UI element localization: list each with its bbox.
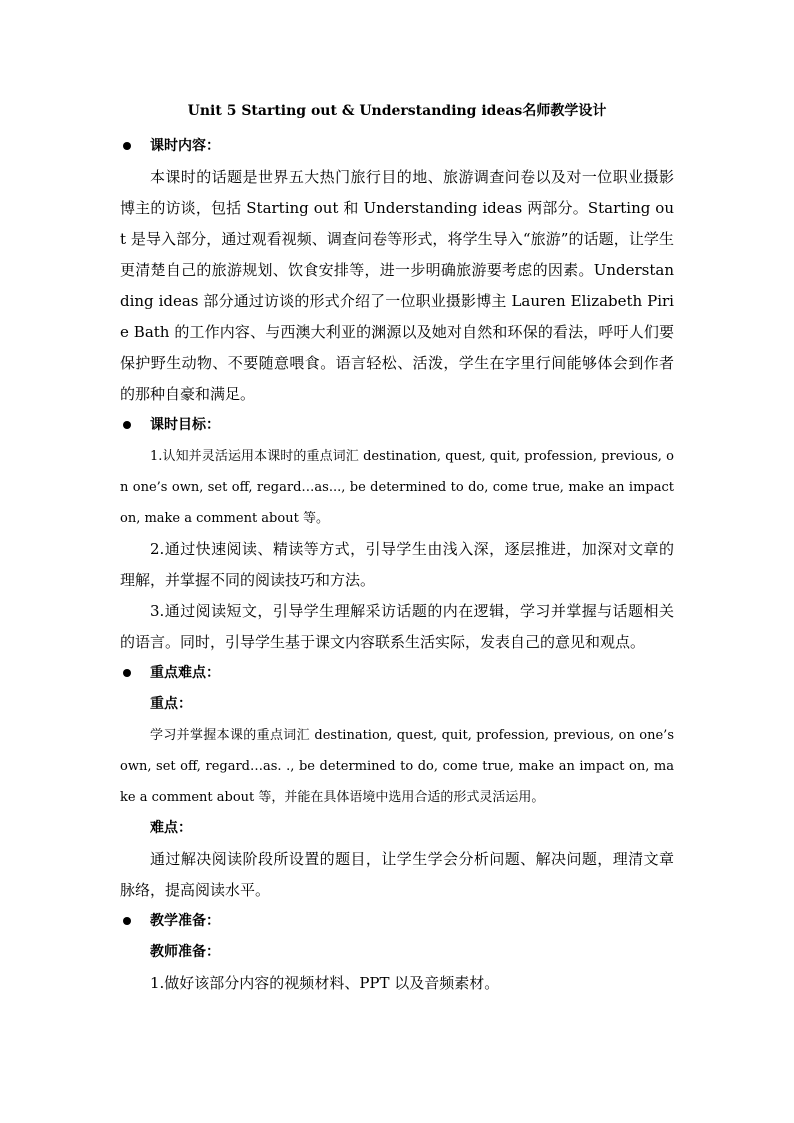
key-points-label: 重点： [150, 696, 192, 712]
section-lesson-content [120, 131, 674, 162]
goal-item-3: 3.通过阅读短文，引导学生理解采访话题的内在逻辑，学习并掌握与话题相关的语言。同时，引导学生基于课文内容联系生活实际，发表自己的意见和观点。 [120, 602, 674, 651]
lesson-content-paragraph: 本课时的话题是世界五大热门旅行目的地、旅游调查问卷以及对一位职业摄影博主的访谈，包括 Starting out 和 Understanding ideas 两部分。Starting out 是导入部分，通过观看视频、调查问卷等形式，将学生导入“旅游”的话题，让学生更清楚自己的旅游规划、饮食安排等，进一步明确旅游要考虑的因素。Understanding ideas 部分通过访谈的形式介绍了一位职业摄影博主 Lauren Elizabeth Pirie Bath 的工作内容、与西澳大利亚的渊源以及她对自然和环保的看法，呼吁人们要保护野生动物、不要随意喂食。语言轻松、活泼，学生在字里行间能够体会到作者的那种自豪和满足。 [120, 168, 674, 403]
goal-item-2: 2.通过快速阅读、精读等方式，引导学生由浅入深，逐层推进，加深对文章的理解，并掌握不同的阅读技巧和方法。 [120, 540, 674, 589]
teacher-prep-label: 教师准备： [150, 944, 220, 960]
difficult-points-text: 通过解决阅读阶段所设置的题目，让学生学会分析问题、解决问题，理清文章脉络，提高阅读水平。 [120, 850, 674, 899]
goal-item-1: 1.认知并灵活运用本课时的重点词汇 destination, quest, quit, profession, previous, on one’s own, set off, regard…as..., be determined to do, come true, make an impact on, make a comment about 等。 [120, 449, 674, 526]
section-heading: 课时目标： [150, 417, 220, 433]
bullet-icon [123, 669, 131, 677]
page-title: Unit 5 Starting out & Understanding ideas名师教学设计 [187, 103, 607, 119]
difficult-points-label: 难点： [150, 820, 192, 836]
section-lesson-goals [120, 410, 674, 441]
section-heading: 教学准备： [150, 913, 220, 929]
section-heading: 重点难点： [150, 665, 220, 681]
bullet-icon [123, 421, 131, 429]
bullet-icon [123, 142, 131, 150]
section-teaching-prep [120, 906, 674, 937]
teacher-prep-item-1: 1.做好该部分内容的视频材料、PPT 以及音频素材。 [150, 974, 500, 992]
document-body [120, 131, 674, 999]
key-points-text: 学习并掌握本课的重点词汇 destination, quest, quit, profession, previous, on one’s own, set off, regard…as. ., be determined to do, come true, make an impact on, make a comment about 等，并能在具体语境中选用合适的形式灵活运用。 [120, 728, 674, 805]
section-heading: 课时内容： [150, 138, 220, 154]
section-key-difficult [120, 658, 674, 689]
bullet-icon [123, 917, 131, 925]
